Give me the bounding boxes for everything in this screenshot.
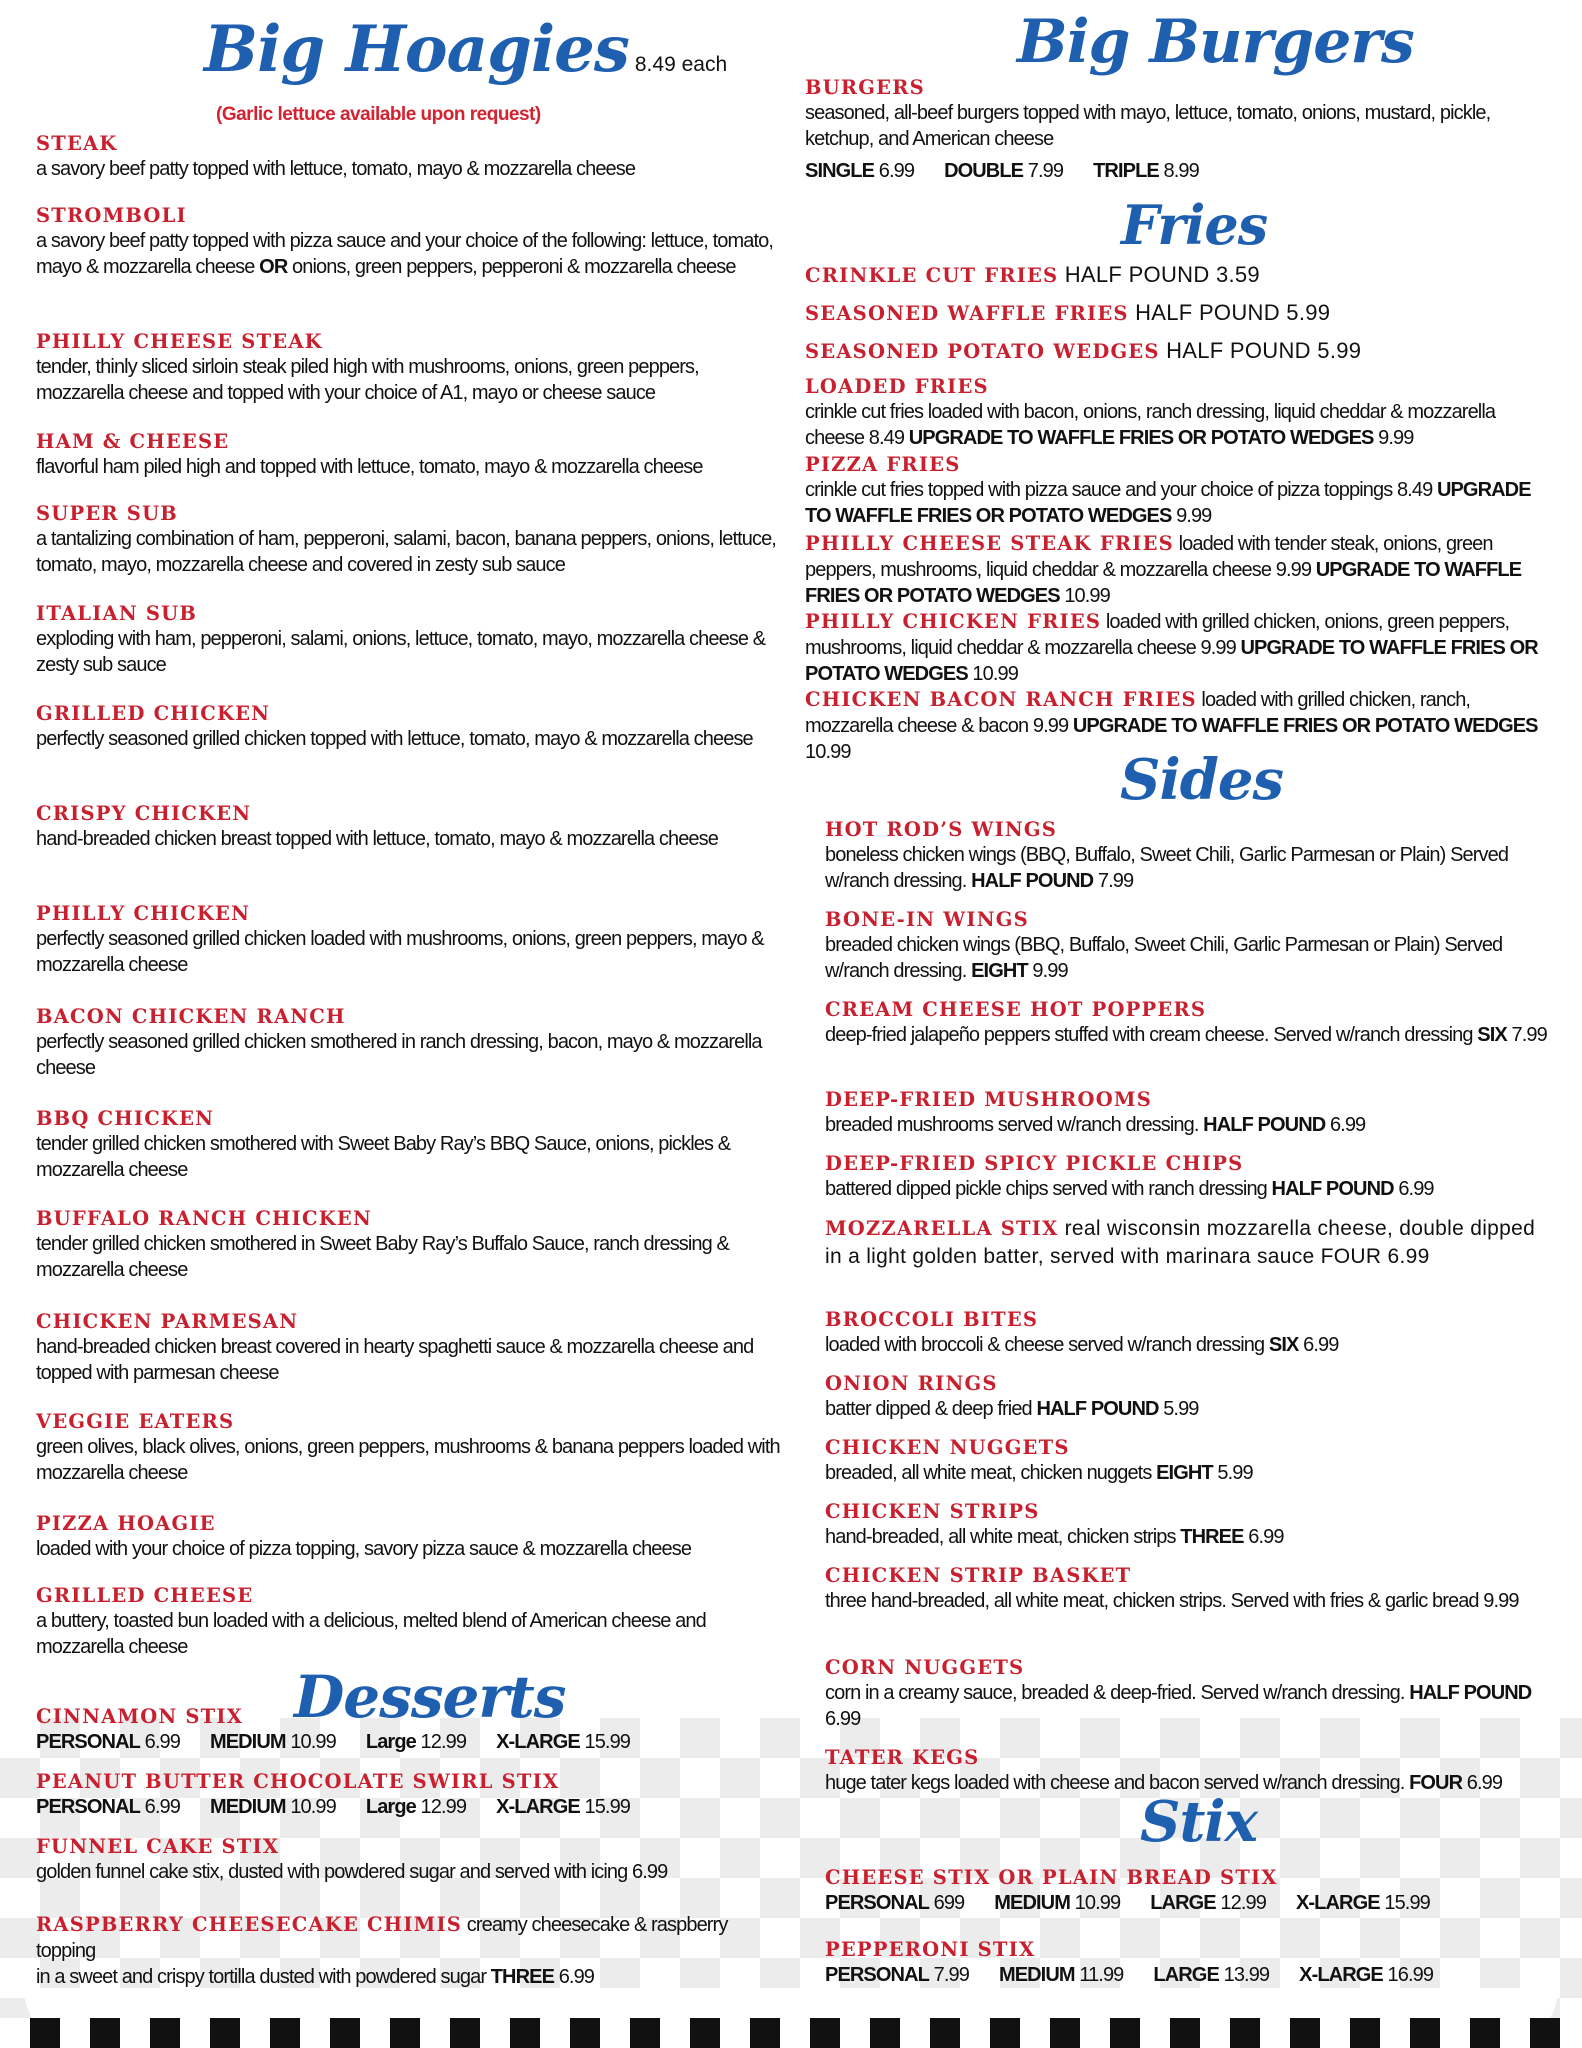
item-name: BACON CHICKEN RANCH	[36, 1005, 346, 1028]
size-price	[1299, 1964, 1433, 1986]
upgrade-option: UPGRADE TO WAFFLE FRIES OR POTATO WEDGES	[908, 427, 1374, 449]
item-name: CHICKEN PARMESAN	[36, 1310, 299, 1333]
item-price: 6.99	[1462, 1772, 1503, 1794]
price-value: 11.99	[1079, 1964, 1124, 1986]
item-description: loaded with your choice of pizza topping, savory pizza sauce & mozzarella cheese	[36, 1538, 692, 1560]
item-name: CORN NUGGETS	[825, 1656, 1025, 1679]
burgers-heading: Big Burgers	[1017, 7, 1414, 77]
hoagies-title: Big Hoagies	[204, 12, 629, 87]
item-description: loaded with grilled chicken, onions, green peppers, mushrooms, liquid cheddar & mozzarella cheese 9.99	[805, 611, 1510, 659]
item-name: DEEP-FRIED SPICY PICKLE CHIPS	[825, 1152, 1244, 1175]
item-description: flavorful ham piled high and topped with lettuce, tomato, mayo & mozzarella cheese	[36, 456, 703, 478]
size-price	[999, 1964, 1123, 1986]
item-name: PHILLY CHEESE STEAK	[36, 330, 323, 353]
hoagies-price-each: 8.49 each	[634, 53, 728, 76]
size-prices	[805, 158, 1550, 184]
menu-item-burgers	[805, 76, 1550, 184]
price-value: 699	[933, 1892, 965, 1914]
item-description	[825, 1588, 1550, 1614]
item-name: CRINKLE CUT FRIES	[805, 264, 1059, 287]
item-name: MOZZARELLA STIX	[825, 1217, 1059, 1240]
item-description: creamy cheesecake & raspberry topping	[36, 1914, 728, 1962]
size-label: PERSONAL	[825, 1964, 929, 1986]
size-price	[366, 1731, 466, 1753]
item-description-text: hand-breaded, all white meat, chicken strips	[825, 1526, 1181, 1548]
item-description	[825, 932, 1550, 984]
menu-item-mozzarella-stix	[825, 1216, 1550, 1272]
menu-item-side	[825, 1372, 1550, 1422]
menu-item-hoagie	[36, 1310, 786, 1386]
item-price: 5.99	[1212, 1462, 1253, 1484]
menu-item-fries	[805, 300, 1550, 326]
checkered-border	[0, 2018, 1582, 2048]
price-value: 6.99	[878, 160, 915, 182]
menu-item-hoagie	[36, 1512, 786, 1562]
item-name: CREAM CHEESE HOT POPPERS	[825, 998, 1207, 1021]
item-description: tender, thinly sliced sirloin steak piled high with mushrooms, onions, green peppers, mozzarella cheese and topped with your choice of A1, mayo or cheese sauce	[36, 356, 699, 404]
menu-item-cheese-stix	[825, 1866, 1550, 1916]
price-value: 7.99	[933, 1964, 969, 1986]
item-name: CHICKEN STRIP BASKET	[825, 1564, 1132, 1587]
item-name: PHILLY CHEESE STEAK FRIES	[805, 532, 1174, 555]
size-label: X-LARGE	[1295, 1892, 1380, 1914]
garlic-lettuce-note: (Garlic lettuce available upon request)	[216, 104, 541, 125]
item-price: HALF POUND 5.99	[1128, 300, 1331, 325]
item-description: perfectly seasoned grilled chicken topped with lettuce, tomato, mayo & mozzarella cheese	[36, 728, 753, 750]
size-label: LARGE	[1150, 1892, 1216, 1914]
item-price: 6.99	[1298, 1334, 1339, 1356]
menu-item-side	[825, 1152, 1550, 1202]
item-name: SUPER SUB	[36, 502, 178, 525]
menu-item-hoagie	[36, 330, 786, 406]
upgrade-price: 9.99	[1373, 427, 1414, 449]
price-value: 12.99	[420, 1731, 467, 1753]
item-description: a savory beef patty topped with lettuce, tomato, mayo & mozzarella cheese	[36, 158, 636, 180]
item-description: crinkle cut fries topped with pizza sauce and your choice of pizza toppings 8.49	[805, 479, 1437, 501]
item-qty: HALF POUND	[1409, 1682, 1532, 1704]
size-price	[805, 160, 914, 182]
size-price	[366, 1796, 466, 1818]
item-description: hand-breaded chicken breast covered in hearty spaghetti sauce & mozzarella cheese and topped with parmesan cheese	[36, 1336, 754, 1384]
item-description-text: deep-fried jalapeño peppers stuffed with cream cheese. Served w/ranch dressing	[825, 1024, 1478, 1046]
item-description: tender grilled chicken smothered in Sweet Baby Ray’s Buffalo Sauce, ranch dressing & mozzarella cheese	[36, 1233, 729, 1281]
menu-item-fries	[805, 338, 1550, 364]
item-price: 6.99	[825, 1708, 861, 1730]
menu-item-side	[825, 1656, 1550, 1732]
item-price: 6.99	[1243, 1526, 1284, 1548]
size-label: X-LARGE	[496, 1731, 580, 1753]
menu-item-fries	[805, 262, 1550, 288]
item-name: TATER KEGS	[825, 1746, 980, 1769]
upgrade-price: 10.99	[1059, 585, 1110, 607]
item-description	[825, 1112, 1550, 1138]
size-prices	[36, 1729, 786, 1755]
desserts-heading: Desserts	[294, 1663, 566, 1731]
item-name: PEPPERONI STIX	[825, 1938, 1036, 1961]
item-qty: HALF POUND	[971, 870, 1094, 892]
item-description-cont: in a sweet and crispy tortilla dusted with powdered sugar	[36, 1966, 491, 1988]
stix-heading: Stix	[1140, 1789, 1257, 1855]
size-label: Large	[365, 1796, 416, 1818]
size-prices	[36, 1794, 786, 1820]
size-price	[210, 1731, 336, 1753]
item-price: 5.99	[1158, 1398, 1199, 1420]
price-value: 15.99	[584, 1796, 631, 1818]
price-value: 6.99	[144, 1796, 180, 1818]
item-name: DEEP-FRIED MUSHROOMS	[825, 1088, 1153, 1111]
item-qty: EIGHT	[971, 960, 1028, 982]
item-name: BUFFALO RANCH CHICKEN	[36, 1207, 372, 1230]
upgrade-price: 10.99	[967, 663, 1018, 685]
menu-item-hoagie	[36, 1207, 786, 1283]
item-name: RASPBERRY CHEESECAKE CHIMIS	[36, 1913, 463, 1936]
item-name: ONION RINGS	[825, 1372, 998, 1395]
menu-item-hoagie	[36, 430, 786, 480]
size-price	[825, 1964, 969, 1986]
item-description-text: huge tater kegs loaded with cheese and bacon served w/ranch dressing.	[825, 1772, 1410, 1794]
item-price: HALF POUND 5.99	[1159, 338, 1362, 363]
size-prices	[825, 1962, 1550, 1988]
item-qty: THREE	[1180, 1526, 1244, 1548]
item-price: 6.99	[1393, 1178, 1434, 1200]
item-name: SEASONED POTATO WEDGES	[805, 340, 1160, 363]
upgrade-option: UPGRADE TO WAFFLE FRIES OR POTATO WEDGES	[805, 637, 1538, 685]
item-qty: SIX	[1268, 1334, 1299, 1356]
size-label: MEDIUM	[994, 1892, 1070, 1914]
item-description	[825, 842, 1550, 894]
size-price	[496, 1796, 630, 1818]
menu-item-cinnamon-stix	[36, 1705, 786, 1755]
item-qty: EIGHT	[1156, 1462, 1213, 1484]
item-name: CHICKEN BACON RANCH FRIES	[805, 688, 1197, 711]
upgrade-price: 9.99	[1171, 505, 1212, 527]
item-price: 7.99	[1506, 1024, 1547, 1046]
menu-item-funnel-cake-stix	[36, 1835, 786, 1885]
price-value: 10.99	[1074, 1892, 1121, 1914]
price-value: 12.99	[1220, 1892, 1266, 1914]
item-name: BURGERS	[805, 76, 925, 99]
size-price	[210, 1796, 336, 1818]
menu-item-hoagie	[36, 702, 786, 752]
price-value: 12.99	[420, 1796, 467, 1818]
size-price	[1153, 1964, 1269, 1986]
menu-item-hoagie	[36, 602, 786, 678]
upgrade-option: UPGRADE TO WAFFLE FRIES OR POTATO WEDGES	[805, 479, 1531, 527]
item-name: PEANUT BUTTER CHOCOLATE SWIRL STIX	[36, 1770, 560, 1793]
size-label: PERSONAL	[36, 1796, 140, 1818]
menu-item-pizza-fries	[805, 453, 1550, 529]
item-description	[825, 1680, 1550, 1732]
item-name: PHILLY CHICKEN FRIES	[805, 610, 1102, 633]
item-description	[36, 228, 786, 280]
item-name: STROMBOLI	[36, 204, 187, 227]
size-label: MEDIUM	[209, 1731, 286, 1753]
item-description	[825, 1396, 1550, 1422]
item-name: HOT ROD’S WINGS	[825, 818, 1058, 841]
item-name: LOADED FRIES	[805, 375, 989, 398]
size-label: Large	[365, 1731, 416, 1753]
menu-item-hoagie	[36, 1107, 786, 1183]
menu-item-hoagie	[36, 132, 786, 182]
size-label: DOUBLE	[944, 160, 1024, 182]
item-description-text: breaded mushrooms served w/ranch dressing.	[825, 1114, 1204, 1136]
item-name: CHICKEN NUGGETS	[825, 1436, 1070, 1459]
item-name: FUNNEL CAKE STIX	[36, 1835, 280, 1858]
item-description: crinkle cut fries loaded with bacon, onions, ranch dressing, liquid cheddar & mozzarella cheese 8.49	[805, 401, 1496, 449]
item-name: BBQ CHICKEN	[36, 1107, 215, 1130]
fries-heading: Fries	[1121, 193, 1268, 257]
menu-item-philly-cheese-steak-fries	[805, 531, 1550, 609]
upgrade-option: UPGRADE TO WAFFLE FRIES OR POTATO WEDGES	[1072, 715, 1538, 737]
item-qty: HALF POUND	[1271, 1178, 1394, 1200]
item-description-text: battered dipped pickle chips served with ranch dressing	[825, 1178, 1272, 1200]
sides-heading: Sides	[1120, 747, 1284, 813]
item-description-text: three hand-breaded, all white meat, chicken strips. Served with fries & garlic bread 9.99	[825, 1590, 1519, 1612]
menu-item-loaded-fries	[805, 375, 1550, 451]
item-description: seasoned, all-beef burgers topped with mayo, lettuce, tomato, onions, mustard, pickle, ketchup, and American cheese	[805, 102, 1491, 150]
item-qty: FOUR	[1409, 1772, 1463, 1794]
item-name: BONE-IN WINGS	[825, 908, 1029, 931]
price-value: 10.99	[290, 1731, 336, 1753]
item-description-text: loaded with broccoli & cheese served w/ranch dressing	[825, 1334, 1269, 1356]
item-name: HAM & CHEESE	[36, 430, 230, 453]
size-prices	[825, 1890, 1550, 1916]
item-description: real wisconsin mozzarella cheese, double dipped in a light golden batter, served with marinara sauce FOUR 6.99	[825, 1217, 1536, 1268]
item-description-text: breaded, all white meat, chicken nuggets	[825, 1462, 1157, 1484]
item-name: SEASONED WAFFLE FRIES	[805, 302, 1129, 325]
menu-item-side	[825, 1436, 1550, 1486]
menu-item-hoagie	[36, 502, 786, 578]
item-qty: HALF POUND	[1036, 1398, 1159, 1420]
size-label: X-LARGE	[496, 1796, 580, 1818]
price-value: 7.99	[1027, 160, 1064, 182]
size-label: LARGE	[1153, 1964, 1219, 1986]
menu-item-hoagie	[36, 1005, 786, 1081]
size-label: MEDIUM	[998, 1964, 1075, 1986]
item-name: PIZZA HOAGIE	[36, 1512, 216, 1535]
menu-item-pepperoni-stix	[825, 1938, 1550, 1988]
size-price	[944, 160, 1063, 182]
item-price: 6.99	[554, 1966, 595, 1988]
item-name: GRILLED CHICKEN	[36, 702, 271, 725]
item-description: loaded with grilled chicken, ranch, mozzarella cheese & bacon 9.99	[805, 689, 1471, 737]
menu-item-side	[825, 818, 1550, 894]
item-description-text: boneless chicken wings (BBQ, Buffalo, Sweet Chili, Garlic Parmesan or Plain) Served w/ranch dressing.	[825, 844, 1509, 892]
menu-item-philly-chicken-fries	[805, 609, 1550, 687]
item-name: ITALIAN SUB	[36, 602, 198, 625]
menu-item-hoagie	[36, 1584, 786, 1660]
item-description: green olives, black olives, onions, green peppers, mushrooms & banana peppers loaded with mozzarella cheese	[36, 1436, 780, 1484]
item-description-b: onions, green peppers, pepperoni & mozzarella cheese	[287, 256, 736, 278]
size-label: MEDIUM	[209, 1796, 286, 1818]
menu-item-side	[825, 908, 1550, 984]
item-name: BROCCOLI BITES	[825, 1308, 1039, 1331]
item-name: GRILLED CHEESE	[36, 1584, 254, 1607]
size-price	[496, 1731, 630, 1753]
menu-item-raspberry-chimis	[36, 1912, 786, 1990]
size-price	[1296, 1892, 1430, 1914]
item-price: HALF POUND 3.59	[1058, 262, 1260, 287]
item-description: a buttery, toasted bun loaded with a delicious, melted blend of American cheese and mozzarella cheese	[36, 1610, 706, 1658]
item-description	[825, 1176, 1550, 1202]
hoagies-heading	[204, 12, 728, 87]
menu-item-side	[825, 1308, 1550, 1358]
item-description	[825, 1460, 1550, 1486]
menu-item-peanut-butter-stix	[36, 1770, 786, 1820]
item-qty: SIX	[1477, 1024, 1507, 1046]
size-price	[36, 1796, 180, 1818]
menu-item-side	[825, 1500, 1550, 1550]
upgrade-price: 10.99	[805, 741, 851, 763]
item-name: CHICKEN STRIPS	[825, 1500, 1040, 1523]
item-price: 6.99	[1325, 1114, 1366, 1136]
item-name: CINNAMON STIX	[36, 1705, 244, 1728]
item-name: VEGGIE EATERS	[36, 1410, 235, 1433]
size-label: PERSONAL	[36, 1731, 140, 1753]
price-value: 8.99	[1163, 160, 1199, 182]
size-label: PERSONAL	[825, 1892, 929, 1914]
item-description: hand-breaded chicken breast topped with lettuce, tomato, mayo & mozzarella cheese	[36, 828, 718, 850]
menu-item-hoagie	[36, 204, 786, 280]
size-label: TRIPLE	[1093, 160, 1159, 182]
item-description-text: breaded chicken wings (BBQ, Buffalo, Sweet Chili, Garlic Parmesan or Plain) Served w/ranch dressing.	[825, 934, 1503, 982]
size-price	[1093, 160, 1199, 182]
price-value: 10.99	[290, 1796, 336, 1818]
item-description: golden funnel cake stix, dusted with powdered sugar and served with icing 6.99	[36, 1861, 668, 1883]
or-keyword: OR	[259, 256, 288, 278]
item-description	[825, 1524, 1550, 1550]
item-name: CHEESE STIX OR PLAIN BREAD STIX	[825, 1866, 1278, 1889]
menu-item-side	[825, 1564, 1550, 1614]
item-description-a: a savory beef patty topped with pizza sauce and your choice of the following: lettuce, tomato, mayo & mozzarella cheese	[36, 230, 773, 278]
item-name: STEAK	[36, 132, 118, 155]
item-qty: THREE	[490, 1966, 555, 1988]
menu-item-hoagie	[36, 902, 786, 978]
item-qty: HALF POUND	[1203, 1114, 1326, 1136]
item-description	[825, 1332, 1550, 1358]
price-value: 16.99	[1387, 1964, 1434, 1986]
menu-item-hoagie	[36, 802, 786, 852]
item-description: exploding with ham, pepperoni, salami, onions, lettuce, tomato, mayo, mozzarella cheese & zesty sub sauce	[36, 628, 766, 676]
item-description: perfectly seasoned grilled chicken loaded with mushrooms, onions, green peppers, mayo & mozzarella cheese	[36, 928, 764, 976]
price-value: 13.99	[1223, 1964, 1270, 1986]
item-description	[825, 1022, 1550, 1048]
item-description-text: corn in a creamy sauce, breaded & deep-fried. Served w/ranch dressing.	[825, 1682, 1410, 1704]
size-price	[1150, 1892, 1266, 1914]
item-description: perfectly seasoned grilled chicken smothered in ranch dressing, bacon, mayo & mozzarella cheese	[36, 1031, 762, 1079]
item-price: 7.99	[1093, 870, 1134, 892]
price-value: 15.99	[584, 1731, 631, 1753]
item-name: CRISPY CHICKEN	[36, 802, 252, 825]
size-price	[994, 1892, 1120, 1914]
menu-item-side	[825, 1088, 1550, 1138]
item-description: tender grilled chicken smothered with Sweet Baby Ray’s BBQ Sauce, onions, pickles & mozzarella cheese	[36, 1133, 731, 1181]
size-label: X-LARGE	[1299, 1964, 1383, 1986]
item-description: loaded with tender steak, onions, green peppers, mushrooms, liquid cheddar & mozzarella cheese 9.99	[805, 533, 1493, 581]
size-price	[36, 1731, 180, 1753]
menu-item-side	[825, 998, 1550, 1048]
item-name: PIZZA FRIES	[805, 453, 961, 476]
item-name: PHILLY CHICKEN	[36, 902, 251, 925]
upgrade-option: UPGRADE TO WAFFLE FRIES OR POTATO WEDGES	[805, 559, 1522, 607]
size-label: SINGLE	[805, 160, 875, 182]
item-description-text: batter dipped & deep fried	[825, 1398, 1037, 1420]
price-value: 6.99	[144, 1731, 180, 1753]
size-price	[825, 1892, 964, 1914]
item-price: 9.99	[1027, 960, 1068, 982]
item-description: a tantalizing combination of ham, pepperoni, salami, bacon, banana peppers, onions, lettuce, tomato, mayo, mozzarella cheese and covered in zesty sub sauce	[36, 528, 776, 576]
price-value: 15.99	[1384, 1892, 1430, 1914]
menu-item-hoagie	[36, 1410, 786, 1486]
